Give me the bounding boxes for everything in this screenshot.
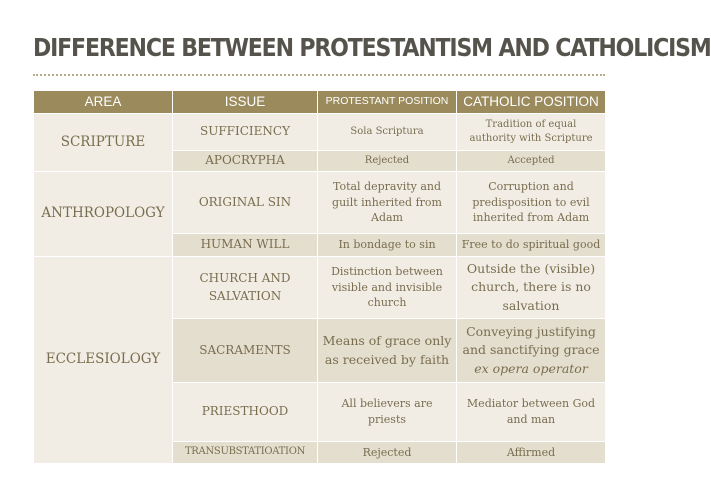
issue-cell: HUMAN WILL xyxy=(173,234,318,257)
protestant-cell: Distinction between visible and invisible church xyxy=(318,257,457,319)
issue-cell: ORIGINAL SIN xyxy=(173,172,318,234)
protestant-cell: Rejected xyxy=(318,151,457,172)
catholic-cell xyxy=(457,319,606,383)
catholic-cell: Free to do spiritual good xyxy=(457,234,606,257)
header-catholic: CATHOLIC POSITION xyxy=(457,91,606,114)
header-area: AREA xyxy=(34,91,173,114)
issue-cell: SACRAMENTS xyxy=(173,319,318,383)
table-row xyxy=(34,114,606,151)
protestant-cell: In bondage to sin xyxy=(318,234,457,257)
table-row xyxy=(34,257,606,319)
catholic-cell: Affirmed xyxy=(457,442,606,464)
issue-cell: PRIESTHOOD xyxy=(173,383,318,442)
catholic-text: Conveying justifying and sanctifying grace xyxy=(462,324,600,358)
catholic-note: ex opera operator xyxy=(474,360,588,376)
header-protestant: PROTESTANT POSITION xyxy=(318,91,457,114)
protestant-cell: Rejected xyxy=(318,442,457,464)
dotted-divider xyxy=(33,74,605,76)
issue-cell: CHURCH AND SALVATION xyxy=(173,257,318,319)
comparison-table xyxy=(33,90,606,464)
catholic-cell: Outside the (visible) church, there is no salvation xyxy=(457,257,606,319)
header-row xyxy=(34,91,606,114)
issue-cell: SUFFICIENCY xyxy=(173,114,318,151)
protestant-cell: All believers are priests xyxy=(318,383,457,442)
area-anthropology: ANTHROPOLOGY xyxy=(34,172,173,257)
catholic-cell: Tradition of equal authority with Scripture xyxy=(457,114,606,151)
catholic-cell: Mediator between God and man xyxy=(457,383,606,442)
page-title: DIFFERENCE BETWEEN PROTESTANTISM AND CATHOLICISM xyxy=(33,33,711,62)
area-ecclesiology: ECCLESIOLOGY xyxy=(34,257,173,464)
protestant-cell: Sola Scriptura xyxy=(318,114,457,151)
header-issue: ISSUE xyxy=(173,91,318,114)
catholic-cell: Corruption and predisposition to evil inherited from Adam xyxy=(457,172,606,234)
area-scripture: SCRIPTURE xyxy=(34,114,173,172)
issue-cell: TRANSUBSTATIOATION xyxy=(173,442,318,464)
issue-cell: APOCRYPHA xyxy=(173,151,318,172)
protestant-cell: Means of grace only as received by faith xyxy=(318,319,457,383)
table-row xyxy=(34,172,606,234)
protestant-cell: Total depravity and guilt inherited from Adam xyxy=(318,172,457,234)
catholic-cell: Accepted xyxy=(457,151,606,172)
